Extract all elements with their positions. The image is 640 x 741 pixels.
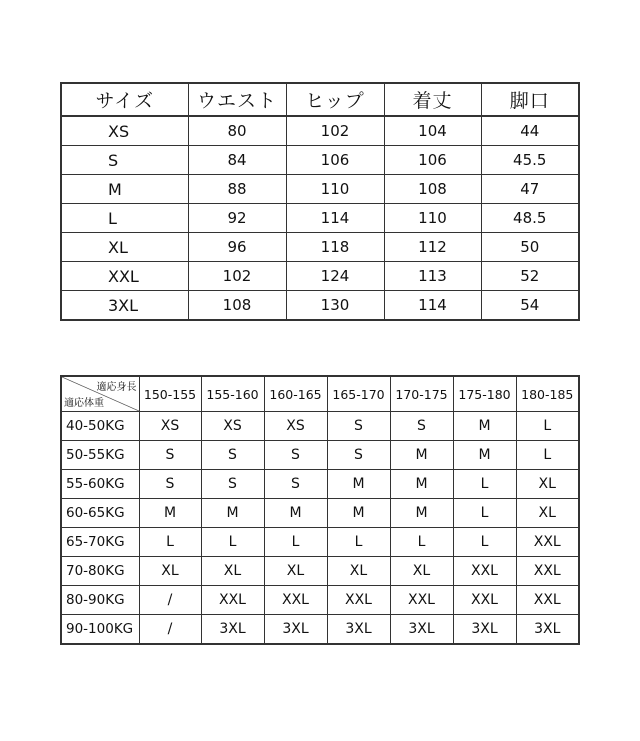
size-label: XL xyxy=(61,233,188,262)
weight-axis-label: 適応体重 xyxy=(64,398,104,409)
size-cell: L xyxy=(453,528,516,557)
weight-range: 80-90KG xyxy=(61,586,139,615)
size-cell: XXL xyxy=(201,586,264,615)
size-label: XXL xyxy=(61,262,188,291)
table-row xyxy=(61,412,579,441)
waist-value: 108 xyxy=(188,291,286,321)
size-cell: M xyxy=(453,441,516,470)
size-label: M xyxy=(61,175,188,204)
size-cell: XL xyxy=(139,557,201,586)
length-value: 113 xyxy=(384,262,481,291)
size-cell: M xyxy=(327,499,390,528)
size-cell: XXL xyxy=(516,557,579,586)
header-hip: ヒップ xyxy=(286,83,384,116)
weight-range: 90-100KG xyxy=(61,615,139,645)
size-cell: S xyxy=(139,441,201,470)
size-cell: M xyxy=(390,470,453,499)
hem-value: 44 xyxy=(481,116,579,146)
size-cell: XXL xyxy=(453,586,516,615)
size-cell: S xyxy=(201,441,264,470)
hip-value: 124 xyxy=(286,262,384,291)
weight-range: 60-65KG xyxy=(61,499,139,528)
size-cell: 3XL xyxy=(390,615,453,645)
table-row xyxy=(61,175,579,204)
size-cell: S xyxy=(201,470,264,499)
table-row xyxy=(61,586,579,615)
size-cell: M xyxy=(390,441,453,470)
hip-value: 118 xyxy=(286,233,384,262)
weight-range: 50-55KG xyxy=(61,441,139,470)
hip-value: 130 xyxy=(286,291,384,321)
size-cell: XXL xyxy=(516,586,579,615)
size-cell: M xyxy=(139,499,201,528)
waist-value: 96 xyxy=(188,233,286,262)
length-value: 110 xyxy=(384,204,481,233)
size-label: XS xyxy=(61,116,188,146)
table-row xyxy=(61,146,579,175)
size-cell: M xyxy=(201,499,264,528)
size-cell: 3XL xyxy=(453,615,516,645)
table-row xyxy=(61,291,579,321)
length-value: 108 xyxy=(384,175,481,204)
size-cell: XXL xyxy=(390,586,453,615)
size-cell: XL xyxy=(516,499,579,528)
size-cell: XXL xyxy=(327,586,390,615)
height-range-header: 160-165 xyxy=(264,376,327,412)
length-value: 112 xyxy=(384,233,481,262)
size-table-header-row xyxy=(61,83,579,116)
size-cell: L xyxy=(516,412,579,441)
height-range-header: 155-160 xyxy=(201,376,264,412)
size-cell: XL xyxy=(264,557,327,586)
size-cell: XS xyxy=(139,412,201,441)
size-cell: XS xyxy=(201,412,264,441)
size-cell: 3XL xyxy=(534,621,561,637)
table-row xyxy=(61,557,579,586)
size-label: S xyxy=(61,146,188,175)
size-cell: L xyxy=(201,528,264,557)
size-cell: L xyxy=(139,528,201,557)
length-value: 106 xyxy=(384,146,481,175)
size-cell: XL xyxy=(390,557,453,586)
size-cell: L xyxy=(390,528,453,557)
height-range-header: 165-170 xyxy=(327,376,390,412)
waist-value: 84 xyxy=(188,146,286,175)
size-cell: 3XL xyxy=(327,615,390,645)
waist-value: 88 xyxy=(188,175,286,204)
hip-value: 110 xyxy=(286,175,384,204)
weight-range: 40-50KG xyxy=(61,412,139,441)
hem-value: 48.5 xyxy=(481,204,579,233)
height-range-header: 170-175 xyxy=(390,376,453,412)
height-range-header: 150-155 xyxy=(139,376,201,412)
header-waist: ウエスト xyxy=(188,83,286,116)
table-row xyxy=(61,262,579,291)
diagonal-corner xyxy=(62,377,139,411)
hem-value: 54 xyxy=(520,296,540,314)
height-axis-label: 適応身長 xyxy=(96,382,137,393)
size-cell: L xyxy=(453,499,516,528)
size-cell: XL xyxy=(516,470,579,499)
table-row xyxy=(61,615,579,645)
length-value: 104 xyxy=(384,116,481,146)
waist-value: 102 xyxy=(188,262,286,291)
hem-value: 50 xyxy=(481,233,579,262)
size-cell: 3XL xyxy=(201,615,264,645)
size-cell: M xyxy=(264,499,327,528)
height-range-header: 180-185 xyxy=(516,376,579,412)
size-cell: S xyxy=(390,412,453,441)
waist-value: 80 xyxy=(188,116,286,146)
size-cell: / xyxy=(139,615,201,645)
size-cell: L xyxy=(516,441,579,470)
table-row xyxy=(61,499,579,528)
table-row xyxy=(61,441,579,470)
hem-value: 45.5 xyxy=(481,146,579,175)
header-size: サイズ xyxy=(61,83,188,116)
size-cell: XS xyxy=(264,412,327,441)
size-cell: XXL xyxy=(264,586,327,615)
size-cell: / xyxy=(139,586,201,615)
size-label: 3XL xyxy=(61,291,188,321)
table-row xyxy=(61,470,579,499)
size-cell: XL xyxy=(327,557,390,586)
size-cell: 3XL xyxy=(264,615,327,645)
size-cell: M xyxy=(453,412,516,441)
size-measurement-table xyxy=(60,82,580,321)
size-cell: L xyxy=(264,528,327,557)
size-cell: M xyxy=(390,499,453,528)
length-value: 114 xyxy=(384,291,481,321)
waist-value: 92 xyxy=(188,204,286,233)
size-cell: XXL xyxy=(453,557,516,586)
size-cell: L xyxy=(453,470,516,499)
size-cell: M xyxy=(327,470,390,499)
fit-table-header-row xyxy=(61,376,579,412)
size-cell: XL xyxy=(201,557,264,586)
table-row xyxy=(61,116,579,146)
hip-value: 114 xyxy=(286,204,384,233)
hip-value: 102 xyxy=(286,116,384,146)
weight-range: 65-70KG xyxy=(61,528,139,557)
corner-header xyxy=(61,376,139,412)
size-cell: S xyxy=(264,441,327,470)
table-row xyxy=(61,528,579,557)
height-range-header: 175-180 xyxy=(453,376,516,412)
size-cell: S xyxy=(139,470,201,499)
header-length: 着丈 xyxy=(384,83,481,116)
table-row xyxy=(61,233,579,262)
weight-range: 55-60KG xyxy=(61,470,139,499)
table-row xyxy=(61,204,579,233)
size-label: L xyxy=(61,204,188,233)
size-cell: S xyxy=(264,470,327,499)
header-hem: 脚口 xyxy=(481,83,579,116)
weight-range: 70-80KG xyxy=(61,557,139,586)
size-fit-table xyxy=(60,375,580,645)
hip-value: 106 xyxy=(286,146,384,175)
size-cell: S xyxy=(327,441,390,470)
size-cell: L xyxy=(327,528,390,557)
hem-value: 47 xyxy=(481,175,579,204)
size-cell: S xyxy=(327,412,390,441)
size-cell: XXL xyxy=(516,528,579,557)
hem-value: 52 xyxy=(481,262,579,291)
